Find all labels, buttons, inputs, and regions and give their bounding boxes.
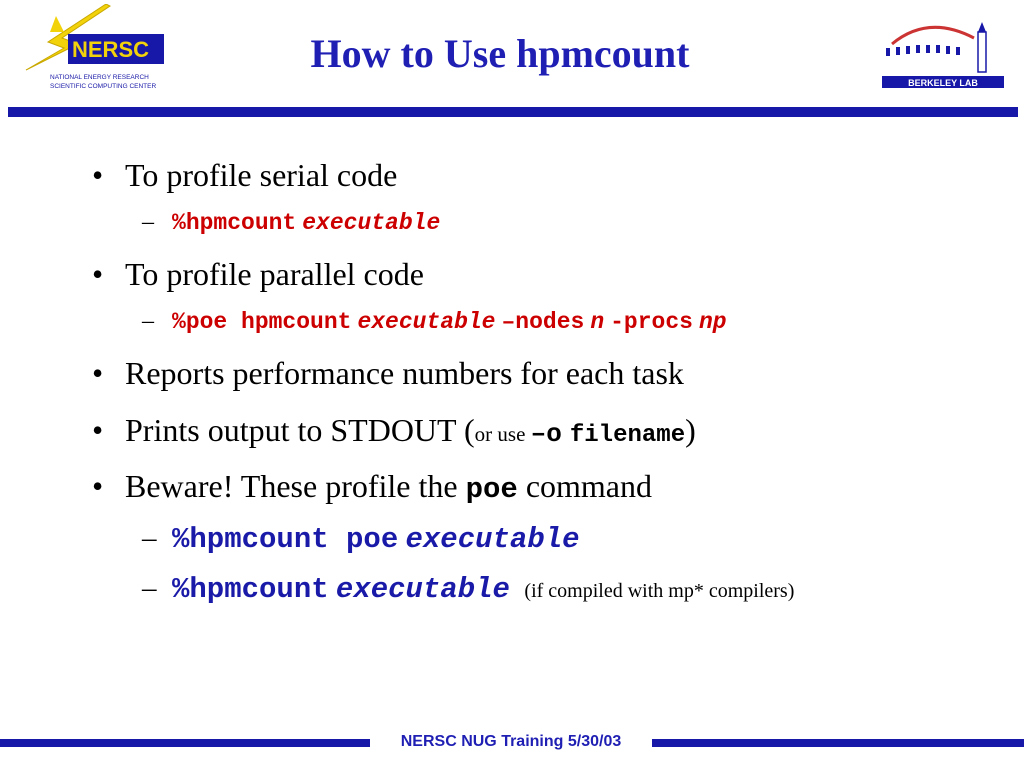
bullet-after-text: command: [525, 468, 652, 504]
berkeley-logo-name: BERKELEY LAB: [908, 78, 978, 88]
dash-marker: –: [142, 522, 157, 554]
nersc-logo-name: NERSC: [72, 37, 150, 62]
cmd-name: hpmcount poe: [189, 523, 399, 556]
footer-text: NERSC NUG Training 5/30/03: [400, 733, 622, 750]
cmd-percent: %: [172, 309, 186, 335]
nersc-logo-line2: SCIENTIFIC COMPUTING CENTER: [50, 83, 157, 90]
bullet-text: Reports performance numbers for each task: [125, 355, 684, 391]
cmd-name: poe hpmcount: [185, 309, 352, 335]
bullet-marker: •: [92, 355, 104, 391]
cmd-percent: %: [172, 210, 186, 236]
cmd-arg: executable: [302, 210, 441, 236]
cmd-opt-procs: -procs: [610, 309, 693, 335]
bullet-beware: [92, 467, 652, 509]
bullet-marker: •: [92, 468, 104, 504]
bullet-parallel: [92, 255, 424, 293]
sub-beware-command-2: [142, 571, 794, 608]
cmd-arg: executable: [405, 523, 580, 556]
cmd-arg: executable: [357, 309, 496, 335]
cmd-opt-nodes-value: n: [590, 309, 605, 335]
nersc-logo-line1: NATIONAL ENERGY RESEARCH: [50, 74, 149, 81]
cmd-opt-nodes: –nodes: [501, 309, 585, 335]
page-title: How to Use hpmcount: [310, 31, 690, 76]
cmd-opt-procs-value: np: [698, 309, 727, 335]
sub-serial-command: [142, 207, 440, 238]
bullet-prints: [92, 411, 696, 455]
bullet-text: Prints output to STDOUT (: [125, 412, 475, 448]
footer-rule-left: [0, 739, 370, 747]
cmd-name: hpmcount: [185, 210, 297, 236]
bullet-text: To profile parallel code: [125, 256, 424, 292]
flag-filename: filename: [569, 422, 686, 449]
dash-marker: –: [142, 572, 157, 604]
cmd-percent: %: [172, 573, 190, 606]
cmd-percent: %: [172, 523, 190, 556]
dash-marker: –: [142, 209, 154, 235]
poe-command: poe: [465, 473, 518, 506]
bullet-serial: [92, 156, 397, 194]
flag-o: –o: [530, 419, 562, 449]
bullet-text: Beware! These profile the: [125, 468, 458, 504]
bullet-marker: •: [92, 256, 104, 292]
bullet-close-paren: ): [685, 412, 696, 448]
sub-beware-command-1: [142, 521, 580, 557]
footer-rule-right: [652, 739, 1024, 747]
sub-parallel-command: [142, 306, 727, 337]
cmd-arg: executable: [335, 573, 510, 606]
compiler-note: (if compiled with mp* compilers): [524, 580, 795, 602]
bullet-text: To profile serial code: [125, 157, 398, 193]
bullet-marker: •: [92, 412, 104, 448]
bullet-small-text: or use: [474, 422, 531, 446]
cmd-name: hpmcount: [189, 573, 329, 606]
dash-marker: –: [142, 308, 154, 334]
bullet-marker: •: [92, 157, 104, 193]
bullet-reports: [92, 354, 684, 392]
